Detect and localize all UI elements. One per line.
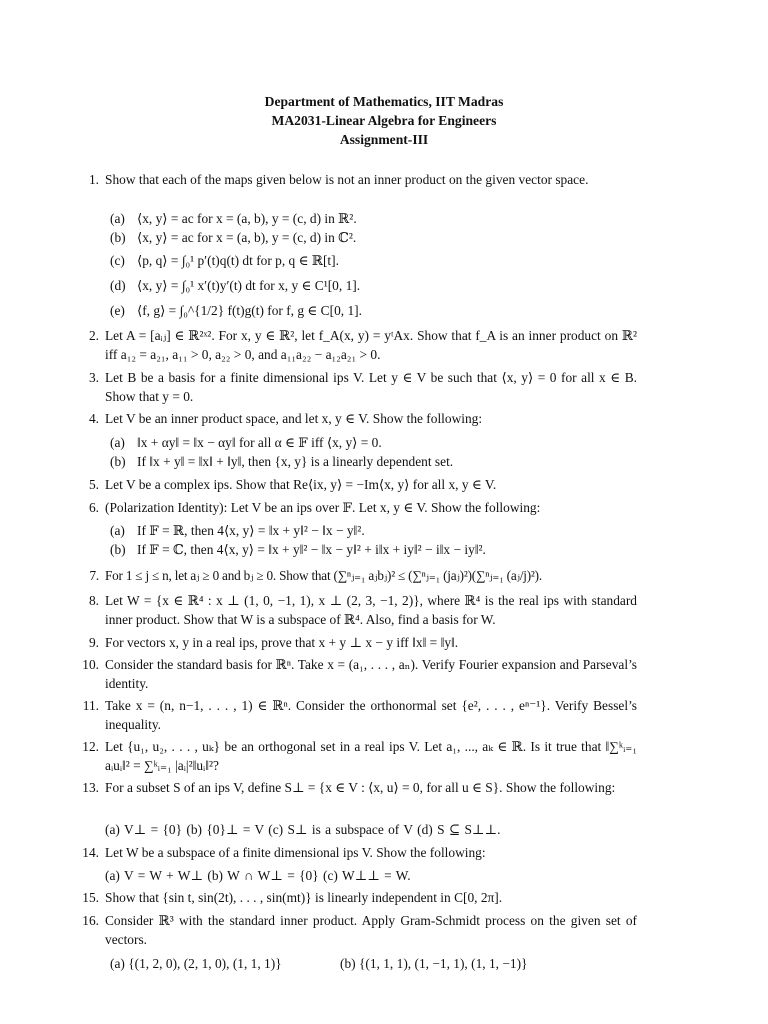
question-8: 8. Let W = {x ∈ ℝ⁴ : x ⊥ (1, 0, −1, 1), x ⊥ (2, 3, −1, 2)}, where ℝ⁴ is the real ips with standard inner product. Show that W is a subspace of ℝ⁴. Also, find a basis for W.	[88, 593, 637, 627]
question-text: Let V be an inner product space, and let x, y ∈ V. Show the following:	[105, 411, 483, 426]
question-16-part-a: (a) {(1, 2, 0), (2, 1, 0), (1, 1, 1)}	[110, 956, 282, 971]
question-3: 3. Let B be a basis for a finite dimensional ips V. Let y ∈ V be such that ⟨x, y⟩ = 0 for all x ∈ B. Show that y = 0.	[88, 370, 637, 404]
question-1-part-d: (d) ⟨x, y⟩ = ∫₀¹ x′(t)y′(t) dt for x, y ∈ C¹[0, 1].	[110, 278, 361, 293]
question-10: 10. Consider the standard basis for ℝⁿ. Take x = (a₁, . . . , aₙ). Verify Fourier expansion and Parseval’s identity.	[82, 657, 637, 691]
question-9: 9. For vectors x, y in a real ips, prove that x + y ⊥ x − y iff ‖x‖ = ‖y‖.	[88, 635, 459, 650]
course-title: MA2031-Linear Algebra for Engineers	[271, 113, 497, 128]
question-text: Consider the standard basis for ℝⁿ. Take x = (a₁, . . . , aₙ). Verify Fourier expansion and Parseval’s identity.	[105, 657, 637, 691]
question-6-part-b: (b) If 𝔽 = ℂ, then 4⟨x, y⟩ = ‖x + y‖² − ‖x − y‖² + i‖x + iy‖² − i‖x − iy‖².	[110, 542, 486, 557]
question-16-part-b: (b) {(1, 1, 1), (1, −1, 1), (1, 1, −1)}	[340, 956, 528, 971]
question-text: Take x = (n, n−1, . . . , 1) ∈ ℝⁿ. Consider the orthonormal set {e², . . . , eⁿ⁻¹}. Verify Bessel’s inequality.	[105, 698, 637, 732]
department-title: Department of Mathematics, IIT Madras	[264, 94, 504, 109]
question-4-part-b: (b) If ‖x + y‖ = ‖x‖ + ‖y‖, then {x, y} is a linearly dependent set.	[110, 454, 454, 469]
question-text: Let {u₁, u₂, . . . , uₖ} be an orthogonal set in a real ips V. Let a₁, ..., aₖ ∈ ℝ. Is it true that ‖∑ᵏᵢ₌₁ aᵢuᵢ‖² = ∑ᵏᵢ₌₁ |aᵢ|²‖uᵢ‖²?	[105, 739, 637, 773]
question-text: (Polarization Identity): Let V be an ips over 𝔽. Let x, y ∈ V. Show the following:	[105, 500, 541, 515]
assignment-title: Assignment-III	[339, 132, 429, 147]
question-11: 11. Take x = (n, n−1, . . . , 1) ∈ ℝⁿ. Consider the orthonormal set {e², . . . , eⁿ⁻¹}. Verify Bessel’s inequality.	[82, 698, 637, 732]
question-15: 15. Show that {sin t, sin(2t), . . . , sin(mt)} is linearly independent in C[0, 2π].	[82, 890, 503, 905]
question-text: Consider ℝ³ with the standard inner product. Apply Gram-Schmidt process on the given set of vectors.	[105, 913, 637, 947]
question-14: 14. Let W be a subspace of a finite dimensional ips V. Show the following:	[82, 845, 486, 860]
question-text: For a subset S of an ips V, define S⊥ = {x ∈ V : ⟨x, u⟩ = 0, for all u ∈ S}. Show the following:	[105, 780, 616, 795]
question-6: 6. (Polarization Identity): Let V be an ips over 𝔽. Let x, y ∈ V. Show the following:	[88, 500, 541, 515]
question-1: 1. Show that each of the maps given below is not an inner product on the given vector space.	[88, 172, 589, 187]
question-2: 2. Let A = [aᵢⱼ] ∈ ℝ²ˣ². For x, y ∈ ℝ², let f_A(x, y) = yᵗAx. Show that f_A is an inner product on ℝ² iff a₁₂ = a₂₁, a₁₁ > 0, a₂₂ > 0, and a₁₁a₂₂ − a₁₂a₂₁ > 0.	[88, 328, 637, 362]
question-text: Let W be a subspace of a finite dimensional ips V. Show the following:	[105, 845, 486, 860]
question-1-part-b: (b) ⟨x, y⟩ = ac for x = (a, b), y = (c, d) in ℂ².	[110, 230, 357, 245]
question-6-part-a: (a) If 𝔽 = ℝ, then 4⟨x, y⟩ = ‖x + y‖² − ‖x − y‖².	[110, 523, 365, 538]
question-text: Show that each of the maps given below is not an inner product on the given vector space.	[105, 172, 589, 187]
question-1-part-a: (a) ⟨x, y⟩ = ac for x = (a, b), y = (c, d) in ℝ².	[110, 211, 357, 226]
question-text: For vectors x, y in a real ips, prove that x + y ⊥ x − y iff ‖x‖ = ‖y‖.	[105, 635, 459, 650]
question-4: 4. Let V be an inner product space, and let x, y ∈ V. Show the following:	[88, 411, 483, 426]
question-1-part-c: (c) ⟨p, q⟩ = ∫₀¹ p′(t)q(t) dt for p, q ∈ ℝ[t].	[110, 253, 339, 268]
question-text: Let W = {x ∈ ℝ⁴ : x ⊥ (1, 0, −1, 1), x ⊥ (2, 3, −1, 2)}, where ℝ⁴ is the real ips with standard inner product. Show that W is a subspace of ℝ⁴. Also, find a basis for W.	[105, 593, 637, 627]
question-text: Let B be a basis for a finite dimensional ips V. Let y ∈ V be such that ⟨x, y⟩ = 0 for all x ∈ B. Show that y = 0.	[105, 370, 637, 404]
question-13: 13. For a subset S of an ips V, define S⊥ = {x ∈ V : ⟨x, u⟩ = 0, for all u ∈ S}. Show the following:	[82, 780, 616, 795]
question-5: 5. Let V be a complex ips. Show that Re⟨ix, y⟩ = −Im⟨x, y⟩ for all x, y ∈ V.	[88, 477, 497, 492]
question-text: Let V be a complex ips. Show that Re⟨ix, y⟩ = −Im⟨x, y⟩ for all x, y ∈ V.	[105, 477, 497, 492]
question-4-part-a: (a) ‖x + αy‖ = ‖x − αy‖ for all α ∈ 𝔽 iff ⟨x, y⟩ = 0.	[110, 435, 382, 450]
question-text: Let A = [aᵢⱼ] ∈ ℝ²ˣ². For x, y ∈ ℝ², let f_A(x, y) = yᵗAx. Show that f_A is an inner product on ℝ² iff a₁₂ = a₂₁, a₁₁ > 0, a₂₂ > 0, and a₁₁a₂₂ − a₁₂a₂₁ > 0.	[105, 328, 637, 362]
question-16: 16. Consider ℝ³ with the standard inner product. Apply Gram-Schmidt process on the given set of vectors.	[82, 913, 637, 947]
question-13-parts: (a) V⊥ = {0} (b) {0}⊥ = V (c) S⊥ is a subspace of V (d) S ⊆ S⊥⊥.	[105, 822, 501, 837]
question-text: Show that {sin t, sin(2t), . . . , sin(mt)} is linearly independent in C[0, 2π].	[105, 890, 503, 905]
question-text: For 1 ≤ j ≤ n, let aⱼ ≥ 0 and bⱼ ≥ 0. Show that (∑ⁿⱼ₌₁ aⱼbⱼ)² ≤ (∑ⁿⱼ₌₁ (jaⱼ)²)(∑ⁿⱼ₌₁ (aⱼ/j)²).	[105, 568, 542, 583]
document-header	[0, 92, 768, 149]
question-1-part-e: (e) ⟨f, g⟩ = ∫₀^{1/2} f(t)g(t) for f, g ∈ C[0, 1].	[110, 303, 362, 318]
question-14-parts: (a) V = W + W⊥ (b) W ∩ W⊥ = {0} (c) W⊥⊥ = W.	[105, 868, 411, 883]
question-12: 12. Let {u₁, u₂, . . . , uₖ} be an orthogonal set in a real ips V. Let a₁, ..., aₖ ∈ ℝ. Is it true that ‖∑ᵏᵢ₌₁ aᵢuᵢ‖² = ∑ᵏᵢ₌₁ |aᵢ|²‖uᵢ‖²?	[82, 739, 637, 773]
question-7: 7. For 1 ≤ j ≤ n, let aⱼ ≥ 0 and bⱼ ≥ 0. Show that (∑ⁿⱼ₌₁ aⱼbⱼ)² ≤ (∑ⁿⱼ₌₁ (jaⱼ)²)(∑ⁿⱼ₌₁ (aⱼ/j)²).	[89, 568, 542, 583]
